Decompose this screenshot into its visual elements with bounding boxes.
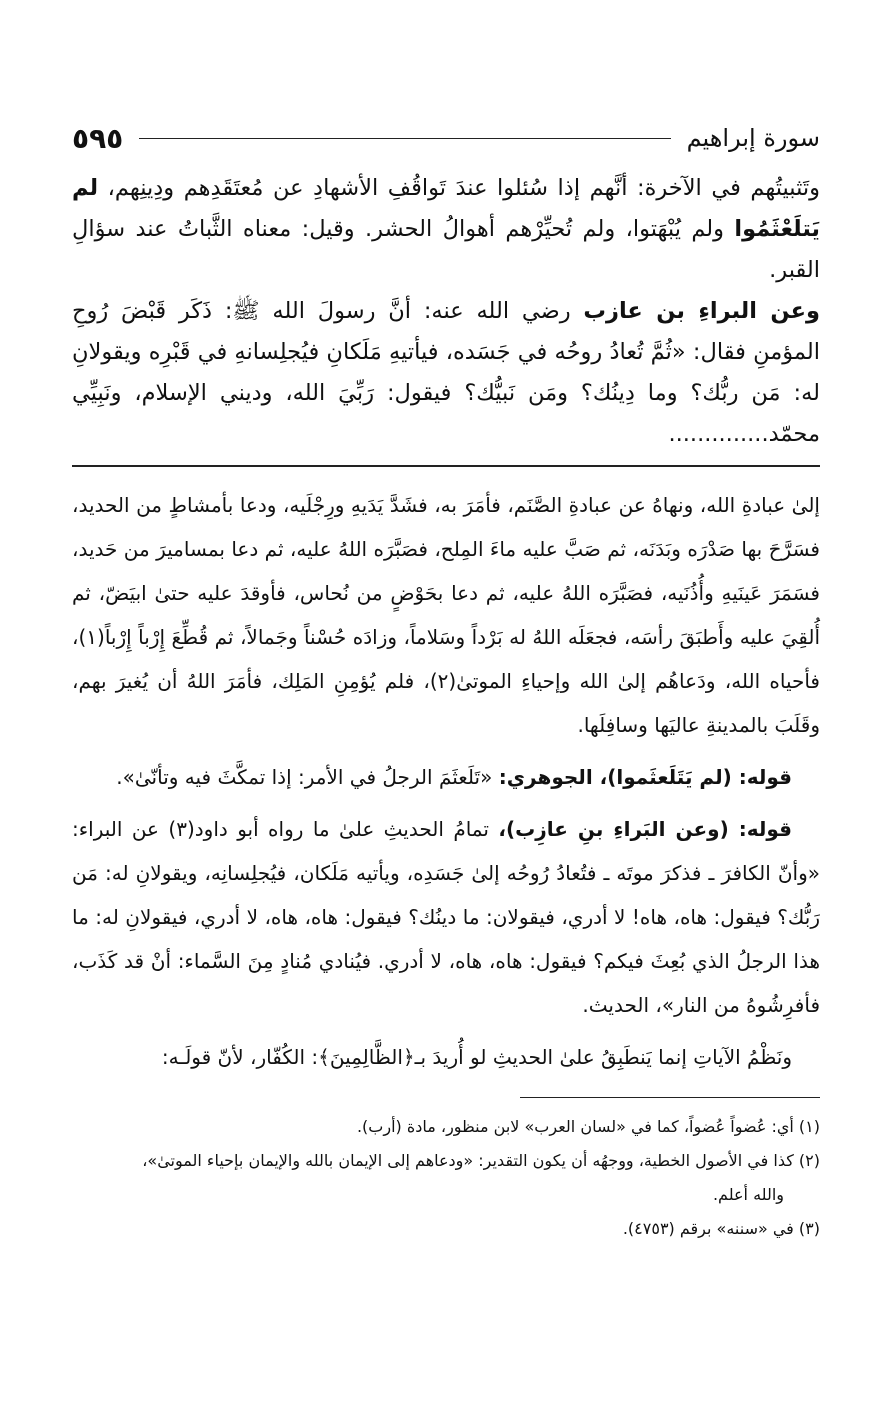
commentary-paragraph-2 <box>72 755 820 799</box>
page-header <box>72 118 820 158</box>
surah-title: سورة إبراهيم <box>686 124 820 152</box>
main-p1-text-c: ولم يُبْهَتوا، ولم تُحيِّرْهم أهوالُ الحشر. وقيل: معناه الثَّباتُ عند سؤالِ القبر. <box>72 216 820 283</box>
footnote-2-line-1: (٢) كذا في الأصول الخطية، ووجهُه أن يكون التقدير: «ودعاهم إلى الإيمان بالله والإيمان بإحياء الموتىٰ»، <box>142 1151 820 1170</box>
page-number: ٥٩٥ <box>72 121 124 155</box>
commentary-p3-lemma: قوله: (وعن البَراءِ بنِ عازِب)، <box>498 817 792 841</box>
footnote-rule <box>520 1097 820 1098</box>
main-commentary-divider <box>72 465 820 467</box>
commentary-paragraph-3 <box>72 807 820 1027</box>
main-p1-text-a: وتَثبيتُهم في الآخرة: أنَّهم إذا سُئلوا عندَ تَواقُفِ الأشهادِ عن مُعتَقَدِهم ودِينِهم، <box>98 175 820 201</box>
commentary-paragraph-1: إلىٰ عبادةِ الله، ونهاهُ عن عبادةِ الصَّنَم، فأمَرَ به، فشَدَّ يَدَيهِ ورِجْلَيه، ودعا بأمشاطٍ من الحديد، فسَرَّحَ بها صَدْرَه وبَدَنَه، ثم صَبَّ عليه ماءَ المِلح، فصَبَّرَه اللهُ عليه، ثم دعا بمساميرَ من حَديد، فسَمَرَ عَينَيهِ وأُذُنَيه، فصَبَّرَه اللهُ عليه، ثم دعا بحَوْضٍ من نُحاس، فأوقدَ عليه حتىٰ ابيَضّ، ثم أُلقِيَ عليه وأَطبَقَ رأسَه، فجعَلَه اللهُ له بَرْداً وسَلاماً، وزادَه حُسْناً وجَمالاً، ثم قُطِّعَ إِرْباً إِرْباً(١)، فأحياه الله، ودَعاهُم إلىٰ الله وإحياءِ الموتىٰ(٢)، فلم يُؤمِنِ المَلِك، فأمَرَ اللهُ أن يُغيرَ بهم، وقَلَبَ بالمدينةِ عاليَها وسافِلَها. <box>72 493 820 737</box>
footnote-2 <box>72 1146 820 1210</box>
commentary-p3-text: تمامُ الحديثِ علىٰ ما رواه أبو داود(٣) عن البراء: «وأنّ الكافرَ ـ فذكرَ موتَه ـ فتُعادُ رُوحُه إلىٰ جَسَدِه، ويأتيه مَلَكان، فيُجلِسانِه، ويقولانِ له: مَن رَبُّك؟ فيقول: هاه، هاه! لا أدري، فيقولان: ما دينُك؟ فيقول: هاه، هاه، لا أدري، فيقولانِ له: ما هذا الرجلُ الذي بُعِثَ فيكم؟ فيقول: هاه، هاه، لا أدري. فيُنادي مُنادٍ مِنَ السَّماء: أنْ قد كَذَب، فأفرِشُوهُ من النار»، الحديث. <box>72 817 820 1017</box>
main-p2-text: رضي الله عنه: أنَّ رسولَ الله ﷺ: ذَكَر قَبْضَ رُوحِ المؤمنِ فقال: «ثُمَّ تُعادُ روحُه في جَسَده، فيأتيهِ مَلَكانِ فيُجلِسانهِ في قَبْرِه ويقولانِ له: مَن ربُّك؟ وما دِينُك؟ ومَن نَبيُّك؟ فيقول: رَبِّيَ الله، وديني الإسلام، ونَبِيِّي محمّد.............. <box>72 298 820 447</box>
main-p2-keyword: وعن البراءِ بن عازب <box>583 298 820 324</box>
main-p1-keyword: لم يَتلَعْثَمُوا <box>72 175 820 242</box>
main-paragraph-1 <box>72 168 820 291</box>
header-rule <box>139 138 670 139</box>
page <box>72 118 820 1248</box>
footnotes <box>72 1112 820 1244</box>
commentary-p2-lemma: قوله: (لم يَتَلَعثَموا)، الجوهري: <box>498 765 792 789</box>
main-text <box>72 168 820 455</box>
commentary-p2-text: «تَلَعثَمَ الرجلُ في الأمر: إذا تمكَّثَ فيه وتأنّىٰ». <box>116 765 499 789</box>
main-paragraph-2 <box>72 291 820 455</box>
footnote-1: (١) أي: عُضواً عُضواً، كما في «لسان العرب» لابن منظور، مادة (أرب). <box>356 1117 820 1136</box>
footnote-3: (٣) في «سننه» برقم (٤٧٥٣). <box>622 1219 820 1238</box>
commentary-text <box>72 483 820 1079</box>
footnote-2-line-2: والله أعلم. <box>712 1185 784 1204</box>
commentary-paragraph-4: ونَظْمُ الآياتِ إنما يَنطَبِقُ علىٰ الحديثِ لو أُريدَ بـ﴿الظَّالِمِينَ﴾: الكُفّار، لأنّ قولَـه: <box>161 1045 792 1069</box>
